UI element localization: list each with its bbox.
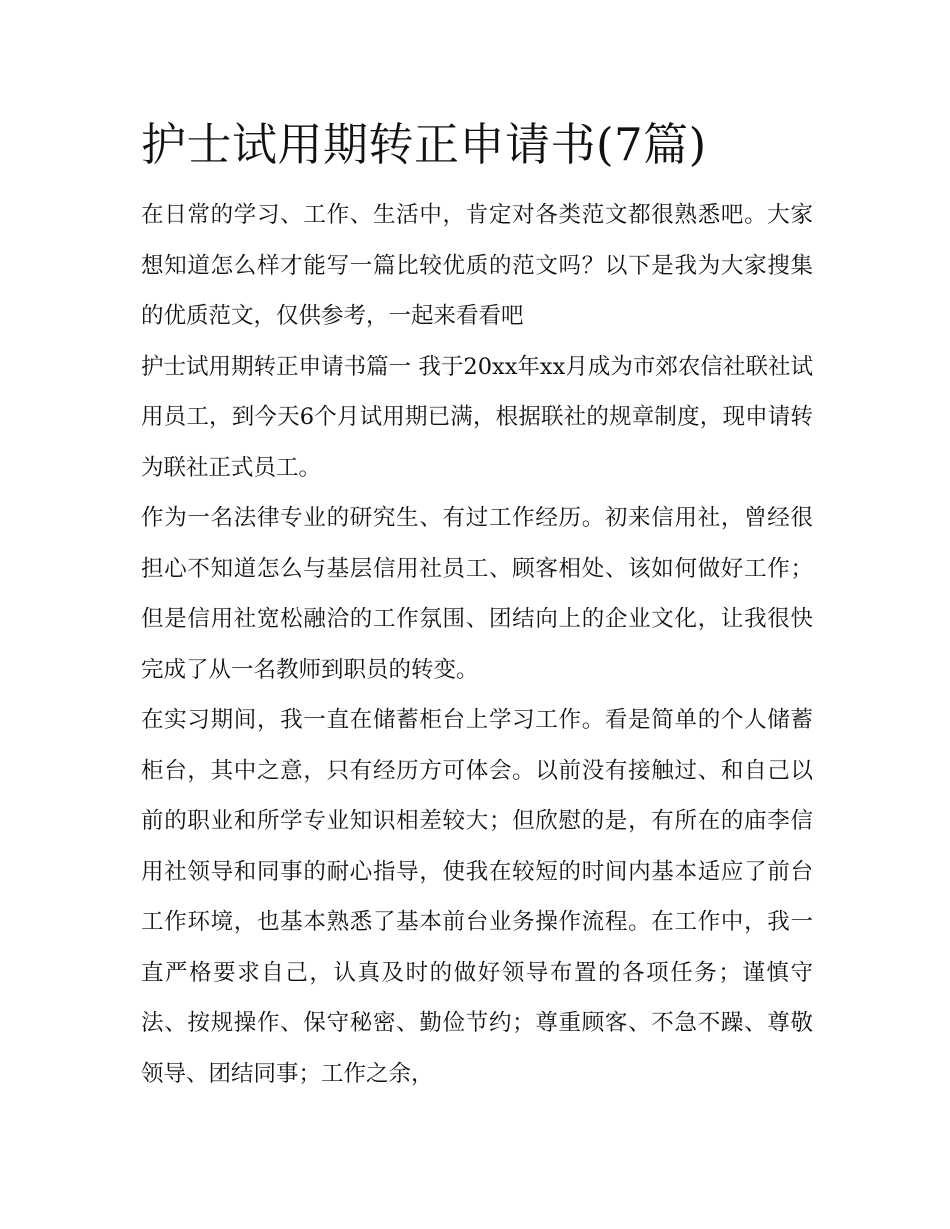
internship-paragraph: 在实习期间，我一直在储蓄柜台上学习工作。看是简单的个人储蓄柜台，其中之意，只有经历方可体会。以前没有接触过、和自己以前的职业和所学专业知识相差较大；但欣慰的是，有所在的庙李信用社领导和同事的耐心指导，使我在较短的时间内基本适应了前台工作环境，也基本熟悉了基本前台业务操作流程。在工作中，我一直严格要求自己，认真及时的做好领导布置的各项任务；谨慎守法、按规操作、保守秘密、勤俭节约；尊重顾客、不急不躁、尊敬领导、团结同事；工作之余， [141, 707, 813, 1087]
background-paragraph: 作为一名法律专业的研究生、有过工作经历。初来信用社，曾经很担心不知道怎么与基层信用社员工、顾客相处、该如何做好工作；但是信用社宽松融洽的工作氛围、团结向上的企业文化，让我很快完成了从一名教师到职员的转变。 [141, 505, 813, 683]
document-title: 护士试用期转正申请书(7篇) [141, 118, 707, 171]
intro-paragraph: 在日常的学习、工作、生活中，肯定对各类范文都很熟悉吧。大家想知道怎么样才能写一篇比较优质的范文吗？以下是我为大家搜集的优质范文，仅供参考，一起来看看吧 [141, 202, 813, 329]
document-body [141, 112, 813, 1099]
application-paragraph: 护士试用期转正申请书篇一 我于20xx年xx月成为市郊农信社联社试用员工，到今天6个月试用期已满，根据联社的规章制度，现申请转为联社正式员工。 [141, 353, 813, 481]
